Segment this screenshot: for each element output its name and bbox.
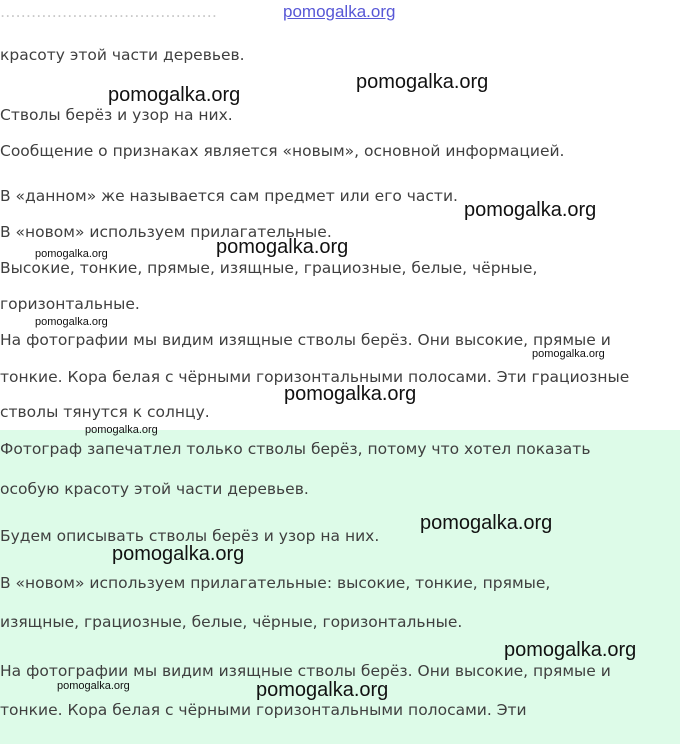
text-line: Сообщение о признаках является «новым», основной информацией. xyxy=(0,142,565,160)
answer-line: изящные, грациозные, белые, чёрные, горизонтальные. xyxy=(0,613,463,631)
watermark: pomogalka.org xyxy=(464,199,597,221)
watermark: pomogalka.org xyxy=(283,2,396,21)
text-line: красоту этой части деревьев. xyxy=(0,46,245,64)
answer-line: В «новом» используем прилагательные: высокие, тонкие, прямые, xyxy=(0,574,551,592)
watermark: pomogalka.org xyxy=(256,679,389,701)
text-line: горизонтальные. xyxy=(0,295,140,313)
text-line: В «новом» используем прилагательные. xyxy=(0,223,332,241)
watermark: pomogalka.org xyxy=(216,236,349,258)
watermark: pomogalka.org xyxy=(420,512,553,534)
text-line: Высокие, тонкие, прямые, изящные, грациозные, белые, чёрные, xyxy=(0,259,538,277)
text-line: тонкие. Кора белая с чёрными горизонтальными полосами. Эти грациозные xyxy=(0,368,630,386)
text-line: стволы тянутся к солнцу. xyxy=(0,403,210,421)
text-line: На фотографии мы видим изящные стволы берёз. Они высокие, прямые и xyxy=(0,331,611,349)
watermark: pomogalka.org xyxy=(57,680,130,692)
answer-line: Фотограф запечатлел только стволы берёз, потому что хотел показать xyxy=(0,440,591,458)
cut-off-line: …………………………………… xyxy=(0,3,217,21)
answer-line: Будем описывать стволы берёз и узор на них. xyxy=(0,527,380,545)
watermark: pomogalka.org xyxy=(112,543,245,565)
watermark: pomogalka.org xyxy=(356,71,489,93)
watermark: pomogalka.org xyxy=(504,639,637,661)
text-line: В «данном» же называется сам предмет или его части. xyxy=(0,187,458,205)
answer-line: особую красоту этой части деревьев. xyxy=(0,480,309,498)
text-line: Стволы берёз и узор на них. xyxy=(0,106,233,124)
watermark: pomogalka.org xyxy=(108,84,241,106)
watermark: pomogalka.org xyxy=(35,248,108,260)
watermark: pomogalka.org xyxy=(85,424,158,436)
watermark: pomogalka.org xyxy=(35,316,108,328)
watermark: pomogalka.org xyxy=(284,383,417,405)
answer-line: На фотографии мы видим изящные стволы берёз. Они высокие, прямые и xyxy=(0,662,611,680)
answer-line: тонкие. Кора белая с чёрными горизонтальными полосами. Эти xyxy=(0,701,527,719)
watermark: pomogalka.org xyxy=(532,348,605,360)
